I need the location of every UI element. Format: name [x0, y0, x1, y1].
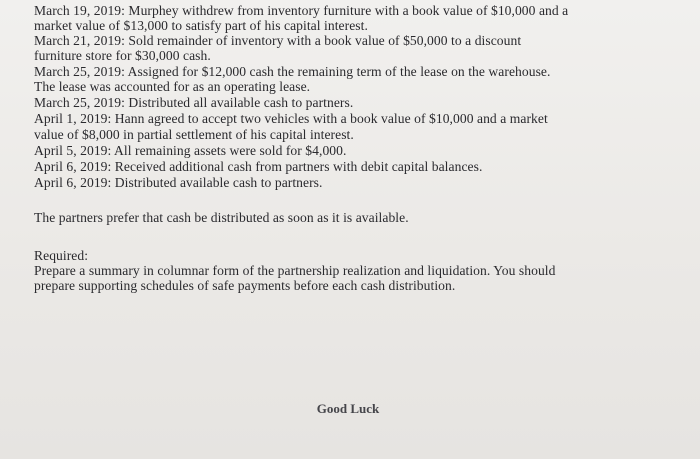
required-line: prepare supporting schedules of safe payments before each cash distribution.	[34, 278, 456, 293]
event-line: April 5, 2019: All remaining assets were sold for $4,000.	[34, 143, 347, 158]
closing-text	[0, 401, 700, 417]
event-line: April 6, 2019: Distributed available cash to partners.	[34, 175, 323, 190]
event-line: March 25, 2019: Distributed all available cash to partners.	[34, 95, 354, 110]
event-line: March 19, 2019: Murphey withdrew from inventory furniture with a book value of $10,000 and a	[34, 3, 569, 18]
closing-label: Good Luck	[316, 401, 380, 416]
event-line: March 25, 2019: Assigned for $12,000 cash the remaining term of the lease on the warehouse.	[34, 64, 551, 79]
event-line: furniture store for $30,000 cash.	[34, 48, 211, 63]
required-heading: Required:	[34, 248, 89, 263]
preference-text: The partners prefer that cash be distributed as soon as it is available.	[34, 210, 409, 225]
event-line: April 1, 2019: Hann agreed to accept two vehicles with a book value of $10,000 and a market	[34, 111, 548, 126]
event-line: The lease was accounted for as an operating lease.	[34, 79, 311, 94]
event-line: April 6, 2019: Received additional cash from partners with debit capital balances.	[34, 159, 483, 174]
event-line: market value of $13,000 to satisfy part of his capital interest.	[34, 18, 368, 33]
event-line: March 21, 2019: Sold remainder of inventory with a book value of $50,000 to a discount	[34, 33, 522, 48]
required-line: Prepare a summary in columnar form of the partnership realization and liquidation. You should	[34, 263, 556, 278]
event-line: value of $8,000 in partial settlement of his capital interest.	[34, 127, 354, 142]
